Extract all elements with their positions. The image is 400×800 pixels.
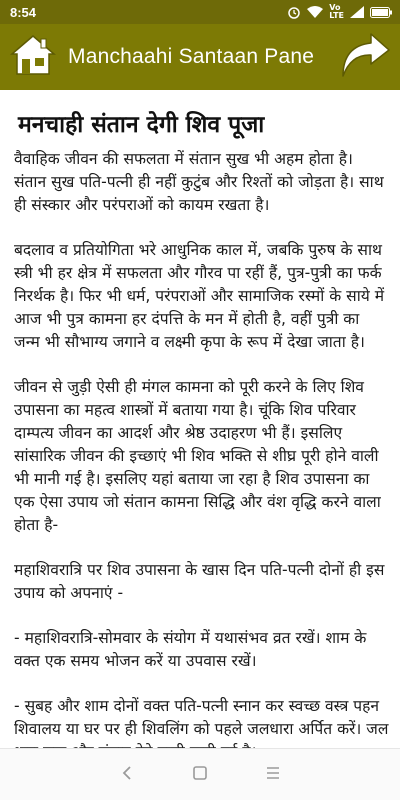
back-icon (120, 765, 134, 785)
recents-button[interactable] (253, 755, 293, 795)
home-icon (10, 33, 56, 81)
article-paragraph-3: जीवन से जुड़ी ऐसी ही मंगल कामना को पूरी करने के लिए शिव उपासना का महत्व शास्त्रों में बताया गया है। चूंकि शिव परिवार दाम्पत्य जीवन का आदर्श और श्रेष्ठ उदाहरण भी हैं। इसलिए सांसारिक जीवन की इच्छाएं भी शिव भक्ति से शीघ्र पूरी होने वाली भी मानी गई है। इसलिए यहां बताया जा रहा है शिव उपासना का एक ऐसा उपाय जो संतान कामना सिद्धि और वंश वृद्धि करने वाला होता है- (14, 378, 381, 534)
volte-icon (329, 4, 344, 20)
status-bar (0, 0, 400, 24)
share-arrow-icon (337, 30, 391, 84)
status-time: 8:54 (10, 4, 37, 20)
system-nav-bar (0, 748, 400, 800)
share-button[interactable] (336, 29, 392, 85)
alarm-icon (287, 5, 301, 19)
article-paragraph-1: वैवाहिक जीवन की सफलता में संतान सुख भी अहम होता है। संतान सुख पति-पत्नी ही नहीं कुटुंब और रिश्तों को जोड़ता है। साथ ही संस्कार और परंपराओं को कायम रखता है। (14, 150, 384, 214)
home-square-icon (192, 765, 208, 785)
article-paragraph-2: बदलाव व प्रतियोगिता भरे आधुनिक काल में, जबकि पुरुष के साथ स्त्री भी हर क्षेत्र में सफलता और गौरव पा रहीं हैं, पुत्र-पुत्री का फर्क निरर्थक है। फिर भी धर्म, परंपराओं और सामाजिक रस्मों के साये में आज भी पुत्र कामना हर दंपत्ति के मन में होती है, वहीं पुत्री का जन्म भी सौभाग्य जगाने व लक्ष्मी कृपा के रूप में देखा जाता है। (14, 241, 385, 351)
article-title: मनचाही संतान देगी शिव पूजा (18, 112, 265, 138)
signal-icon (350, 6, 364, 18)
app-title: Manchaahi Santaan Pane (68, 45, 315, 68)
article-paragraph-6: - सुबह और शाम दोनों वक्त पति-पत्नी स्नान कर स्वच्छ वस्त्र पहन शिवालय या घर पर ही शिवलिंग को पहले जलधारा अर्पित करें। जल (14, 697, 389, 738)
battery-icon (370, 7, 392, 18)
article-paragraph-4: महाशिवरात्रि पर शिव उपासना के खास दिन पति-पत्नी दोनों ही इस उपाय को अपनाएं - (14, 561, 385, 602)
article-content[interactable] (0, 90, 400, 748)
article-paragraph-5: - महाशिवरात्रि-सोमवार के संयोग में यथासंभव व्रत रखें। शाम के वक्त एक समय भोजन करें या उपवास रखें। (14, 629, 367, 670)
wifi-icon (307, 6, 323, 18)
back-button[interactable] (107, 755, 147, 795)
home-button[interactable] (8, 32, 58, 82)
network-label: Vo LTE (329, 3, 344, 20)
app-bar (0, 24, 400, 90)
home-nav-button[interactable] (180, 755, 220, 795)
status-icons (287, 4, 392, 20)
menu-icon (265, 765, 281, 784)
